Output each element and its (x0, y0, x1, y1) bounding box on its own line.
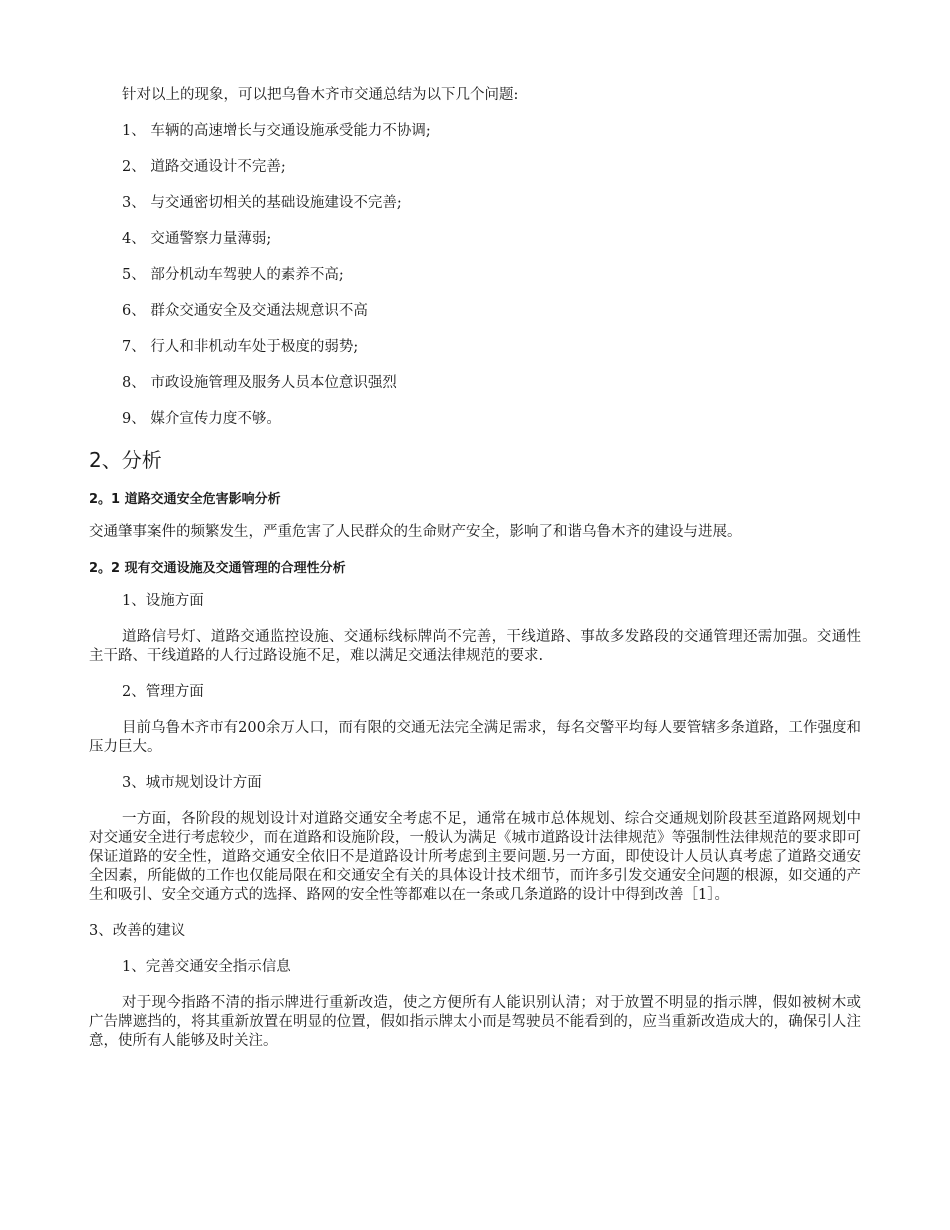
section-2-1-paragraph: 交通肇事案件的频繁发生，严重危害了人民群众的生命财产安全，影响了和谐乌鲁木齐的建设与进展。 (89, 524, 742, 540)
management-subheading: 2、管理方面 (122, 684, 204, 700)
list-item: 7、 行人和非机动车处于极度的弱势; (122, 339, 359, 355)
planning-subheading: 3、城市规划设计方面 (122, 775, 262, 791)
section-3-heading: 3、改善的建议 (89, 923, 186, 939)
list-item: 1、 车辆的高速增长与交通设施承受能力不协调; (122, 123, 431, 139)
list-item: 4、 交通警察力量薄弱; (122, 231, 272, 247)
planning-paragraph: 一方面，各阶段的规划设计对道路交通安全考虑不足，通常在城市总体规划、综合交通规划阶段甚至道路网规划中对交通安全进行考虑较少，而在道路和设施阶段，一般认为满足《城市道路设计法律规范》等强制性法律规范的要求即可保证道路的安全性，道路交通安全依旧不是道路设计所考虑到主要问题.另一方面，即使设计人员认真考虑了道路交通安全因素，所能做的工作也仅能局限在和交通安全有关的具体设计技术细节，而许多引发交通安全问题的根源，如交通的产生和吸引、安全交通方式的选择、路网的安全性等都难以在一条或几条道路的设计中得到改善［1］。 (89, 811, 861, 903)
list-item: 9、 媒介宣传力度不够。 (122, 411, 281, 427)
intro-paragraph: 针对以上的现象，可以把乌鲁木齐市交通总结为以下几个问题: (122, 87, 519, 103)
section-2-1-heading: 2。1 道路交通安全危害影响分析 (89, 492, 281, 507)
list-item: 2、 道路交通设计不完善; (122, 159, 286, 175)
section-3-1-paragraph: 对于现今指路不清的指示牌进行重新改造，使之方便所有人能识别认清；对于放置不明显的指示牌，假如被树木或广告牌遮挡的，将其重新放置在明显的位置，假如指示牌太小而是驾驶员不能看到的，应当重新改造成大的，确保引人注意，使所有人能够及时关注。 (89, 995, 861, 1049)
facility-subheading: 1、设施方面 (122, 593, 204, 609)
section-3-1-subheading: 1、完善交通安全指示信息 (122, 959, 291, 975)
facility-paragraph: 道路信号灯、道路交通监控设施、交通标线标牌尚不完善，干线道路、事故多发路段的交通管理还需加强。交通性主干路、干线道路的人行过路设施不足，难以满足交通法律规范的要求. (89, 629, 861, 664)
list-item: 3、 与交通密切相关的基础设施建设不完善; (122, 195, 402, 211)
list-item: 5、 部分机动车驾驶人的素养不高; (122, 267, 344, 283)
section-2-heading: 2、分析 (89, 448, 162, 472)
management-paragraph: 目前乌鲁木齐市有200余万人口，而有限的交通无法完全满足需求，每名交警平均每人要管辖多条道路，工作强度和压力巨大。 (89, 720, 861, 755)
document-page (89, 86, 861, 1051)
section-2-2-heading: 2。2 现有交通设施及交通管理的合理性分析 (89, 561, 346, 576)
problem-list (89, 122, 861, 429)
list-item: 6、 群众交通安全及交通法规意识不高 (122, 303, 368, 319)
list-item: 8、 市政设施管理及服务人员本位意识强烈 (122, 375, 397, 391)
